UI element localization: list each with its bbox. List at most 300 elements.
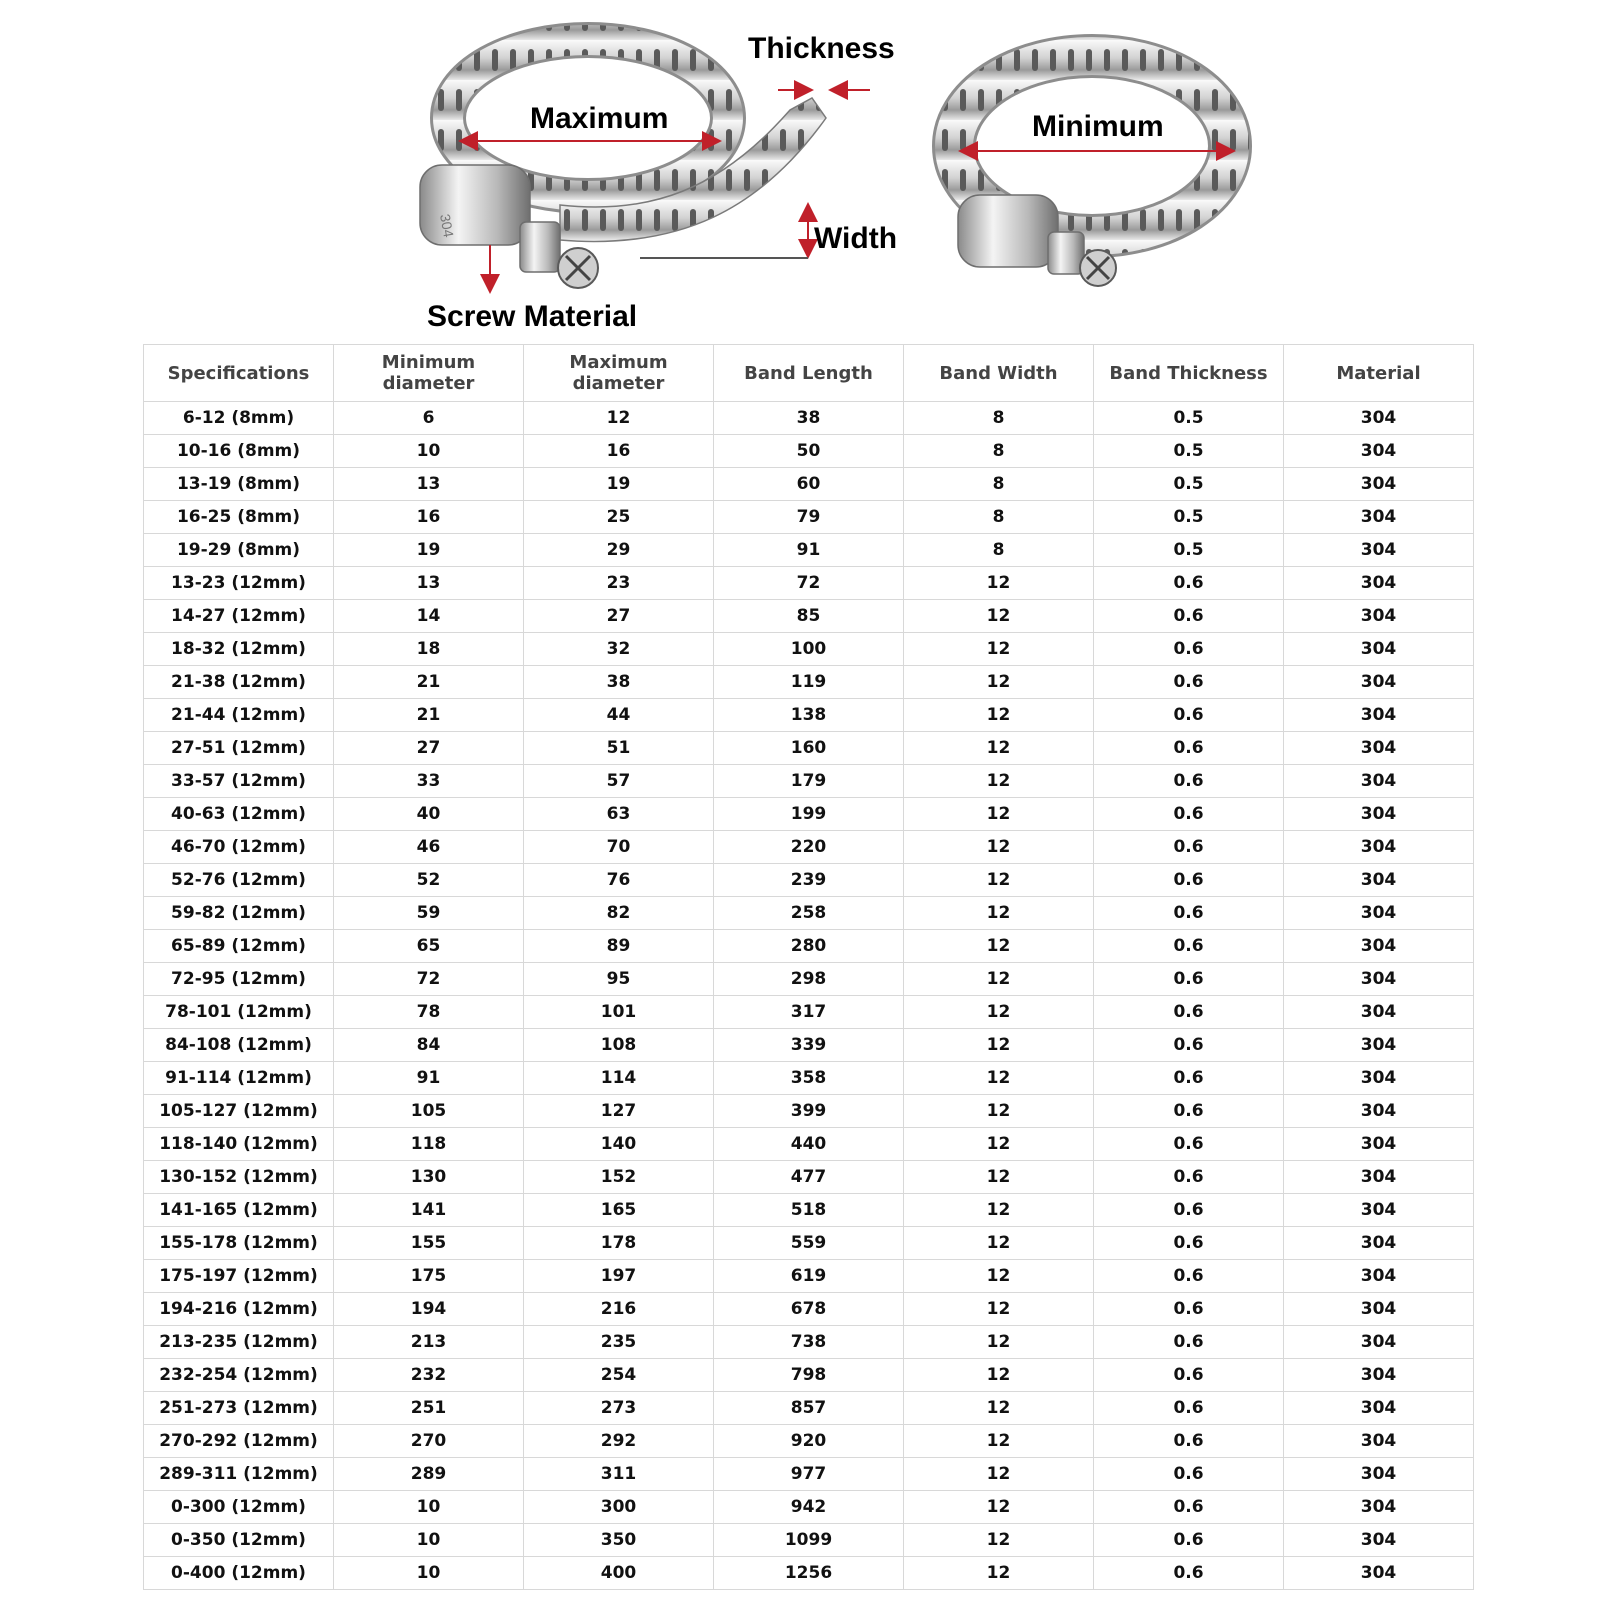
col-material-cell: 304 — [1284, 1359, 1474, 1392]
col-band-length-cell: 942 — [714, 1491, 904, 1524]
col-band-length-cell: 317 — [714, 996, 904, 1029]
col-material-cell: 304 — [1284, 732, 1474, 765]
col-maximum-diameter-cell: 82 — [524, 897, 714, 930]
col-maximum-diameter-cell: 38 — [524, 666, 714, 699]
col-material-cell: 304 — [1284, 1260, 1474, 1293]
col-minimum-diameter-cell: 84 — [334, 1029, 524, 1062]
col-band-length-cell: 399 — [714, 1095, 904, 1128]
col-maximum-diameter-cell: 27 — [524, 600, 714, 633]
col-minimum-diameter-cell: 10 — [334, 435, 524, 468]
col-minimum-diameter-cell: 14 — [334, 600, 524, 633]
col-band-thickness-cell: 0.6 — [1094, 1326, 1284, 1359]
col-band-thickness-cell: 0.6 — [1094, 1062, 1284, 1095]
col-band-length-cell: 100 — [714, 633, 904, 666]
col-band-width-cell: 8 — [904, 468, 1094, 501]
col-band-length-cell: 199 — [714, 798, 904, 831]
table-row — [144, 831, 1474, 864]
minimum-label: Minimum — [1032, 110, 1164, 143]
col-material-cell: 304 — [1284, 633, 1474, 666]
col-band-width-cell: 12 — [904, 699, 1094, 732]
col-minimum-diameter-cell: 289 — [334, 1458, 524, 1491]
col-band-width-cell: 12 — [904, 996, 1094, 1029]
col-minimum-diameter-cell: 270 — [334, 1425, 524, 1458]
table-row — [144, 435, 1474, 468]
table-row — [144, 1227, 1474, 1260]
col-band-length-cell: 72 — [714, 567, 904, 600]
col-specifications-cell: 289-311 (12mm) — [144, 1458, 334, 1491]
col-material-cell: 304 — [1284, 435, 1474, 468]
table-row — [144, 633, 1474, 666]
col-band-width-cell: 12 — [904, 1293, 1094, 1326]
col-material-cell: 304 — [1284, 699, 1474, 732]
col-specifications-header: Specifications — [144, 345, 334, 402]
col-specifications-cell: 270-292 (12mm) — [144, 1425, 334, 1458]
col-maximum-diameter-cell: 76 — [524, 864, 714, 897]
col-band-width-cell: 12 — [904, 1524, 1094, 1557]
col-band-length-cell: 920 — [714, 1425, 904, 1458]
col-material-cell: 304 — [1284, 963, 1474, 996]
col-specifications-cell: 130-152 (12mm) — [144, 1161, 334, 1194]
col-maximum-diameter-header: Maximum diameter — [524, 345, 714, 402]
col-minimum-diameter-cell: 141 — [334, 1194, 524, 1227]
col-specifications-cell: 33-57 (12mm) — [144, 765, 334, 798]
screw-housing-small — [958, 195, 1058, 267]
col-specifications-cell: 65-89 (12mm) — [144, 930, 334, 963]
table-row — [144, 732, 1474, 765]
col-maximum-diameter-cell: 273 — [524, 1392, 714, 1425]
col-band-thickness-cell: 0.6 — [1094, 1194, 1284, 1227]
table-row — [144, 600, 1474, 633]
col-band-thickness-cell: 0.6 — [1094, 996, 1284, 1029]
col-band-length-cell: 977 — [714, 1458, 904, 1491]
table-row — [144, 567, 1474, 600]
col-band-width-cell: 12 — [904, 1029, 1094, 1062]
screw-material-label: Screw Material — [427, 300, 638, 333]
table-row — [144, 666, 1474, 699]
col-specifications-cell: 194-216 (12mm) — [144, 1293, 334, 1326]
col-material-cell: 304 — [1284, 1161, 1474, 1194]
col-band-width-cell: 8 — [904, 435, 1094, 468]
col-band-thickness-cell: 0.6 — [1094, 1359, 1284, 1392]
col-band-length-cell: 559 — [714, 1227, 904, 1260]
col-band-length-cell: 358 — [714, 1062, 904, 1095]
col-minimum-diameter-cell: 118 — [334, 1128, 524, 1161]
col-band-width-cell: 8 — [904, 534, 1094, 567]
col-minimum-diameter-cell: 19 — [334, 534, 524, 567]
col-material-cell: 304 — [1284, 1128, 1474, 1161]
col-material-cell: 304 — [1284, 1425, 1474, 1458]
col-specifications-cell: 91-114 (12mm) — [144, 1062, 334, 1095]
col-minimum-diameter-cell: 213 — [334, 1326, 524, 1359]
col-material-cell: 304 — [1284, 1392, 1474, 1425]
col-band-length-cell: 91 — [714, 534, 904, 567]
table-row — [144, 1326, 1474, 1359]
table-row — [144, 699, 1474, 732]
col-material-cell: 304 — [1284, 600, 1474, 633]
col-band-thickness-cell: 0.6 — [1094, 600, 1284, 633]
clamp-large — [420, 40, 826, 288]
col-band-length-cell: 1099 — [714, 1524, 904, 1557]
col-minimum-diameter-cell: 21 — [334, 699, 524, 732]
col-minimum-diameter-cell: 10 — [334, 1524, 524, 1557]
col-minimum-diameter-cell: 72 — [334, 963, 524, 996]
col-band-thickness-header: Band Thickness — [1094, 345, 1284, 402]
col-specifications-cell: 78-101 (12mm) — [144, 996, 334, 1029]
col-band-width-cell: 12 — [904, 1227, 1094, 1260]
col-minimum-diameter-cell: 18 — [334, 633, 524, 666]
table-row — [144, 963, 1474, 996]
table-row — [144, 1491, 1474, 1524]
col-material-cell: 304 — [1284, 1458, 1474, 1491]
col-band-thickness-cell: 0.6 — [1094, 897, 1284, 930]
col-band-thickness-cell: 0.6 — [1094, 1095, 1284, 1128]
col-minimum-diameter-cell: 251 — [334, 1392, 524, 1425]
col-band-thickness-cell: 0.6 — [1094, 930, 1284, 963]
maximum-label: Maximum — [530, 102, 669, 135]
col-specifications-cell: 155-178 (12mm) — [144, 1227, 334, 1260]
col-minimum-diameter-cell: 59 — [334, 897, 524, 930]
col-maximum-diameter-cell: 254 — [524, 1359, 714, 1392]
col-band-width-cell: 12 — [904, 1095, 1094, 1128]
col-minimum-diameter-cell: 194 — [334, 1293, 524, 1326]
col-specifications-cell: 18-32 (12mm) — [144, 633, 334, 666]
col-band-width-cell: 12 — [904, 1392, 1094, 1425]
col-band-length-cell: 85 — [714, 600, 904, 633]
col-band-width-cell: 12 — [904, 897, 1094, 930]
col-material-cell: 304 — [1284, 1491, 1474, 1524]
col-maximum-diameter-cell: 216 — [524, 1293, 714, 1326]
col-specifications-cell: 213-235 (12mm) — [144, 1326, 334, 1359]
col-material-cell: 304 — [1284, 1029, 1474, 1062]
col-band-length-cell: 518 — [714, 1194, 904, 1227]
col-maximum-diameter-cell: 350 — [524, 1524, 714, 1557]
table-row — [144, 1392, 1474, 1425]
col-band-thickness-cell: 0.5 — [1094, 468, 1284, 501]
col-specifications-cell: 46-70 (12mm) — [144, 831, 334, 864]
col-band-width-cell: 12 — [904, 1062, 1094, 1095]
col-band-length-cell: 60 — [714, 468, 904, 501]
col-minimum-diameter-cell: 10 — [334, 1491, 524, 1524]
col-band-length-cell: 298 — [714, 963, 904, 996]
col-band-width-cell: 12 — [904, 666, 1094, 699]
table-row — [144, 468, 1474, 501]
col-band-width-cell: 12 — [904, 765, 1094, 798]
table-row — [144, 402, 1474, 435]
col-maximum-diameter-cell: 197 — [524, 1260, 714, 1293]
col-specifications-cell: 52-76 (12mm) — [144, 864, 334, 897]
col-band-width-cell: 12 — [904, 1161, 1094, 1194]
col-minimum-diameter-header: Minimum diameter — [334, 345, 524, 402]
col-band-length-cell: 179 — [714, 765, 904, 798]
col-maximum-diameter-cell: 300 — [524, 1491, 714, 1524]
col-band-length-cell: 678 — [714, 1293, 904, 1326]
col-band-width-cell: 12 — [904, 1194, 1094, 1227]
col-band-length-cell: 798 — [714, 1359, 904, 1392]
col-band-length-cell: 160 — [714, 732, 904, 765]
col-band-width-cell: 8 — [904, 402, 1094, 435]
col-maximum-diameter-cell: 400 — [524, 1557, 714, 1590]
col-band-width-cell: 12 — [904, 1425, 1094, 1458]
col-maximum-diameter-cell: 95 — [524, 963, 714, 996]
col-band-thickness-cell: 0.6 — [1094, 699, 1284, 732]
col-minimum-diameter-cell: 46 — [334, 831, 524, 864]
col-material-cell: 304 — [1284, 1227, 1474, 1260]
col-band-length-cell: 258 — [714, 897, 904, 930]
col-material-cell: 304 — [1284, 1293, 1474, 1326]
table-row — [144, 534, 1474, 567]
col-maximum-diameter-cell: 19 — [524, 468, 714, 501]
col-minimum-diameter-cell: 21 — [334, 666, 524, 699]
col-band-thickness-cell: 0.6 — [1094, 1227, 1284, 1260]
col-band-length-cell: 1256 — [714, 1557, 904, 1590]
col-maximum-diameter-cell: 16 — [524, 435, 714, 468]
col-band-width-cell: 12 — [904, 567, 1094, 600]
col-band-width-cell: 12 — [904, 633, 1094, 666]
table-row — [144, 1359, 1474, 1392]
col-material-cell: 304 — [1284, 831, 1474, 864]
col-specifications-cell: 16-25 (8mm) — [144, 501, 334, 534]
col-minimum-diameter-cell: 232 — [334, 1359, 524, 1392]
col-band-thickness-cell: 0.6 — [1094, 567, 1284, 600]
col-minimum-diameter-cell: 105 — [334, 1095, 524, 1128]
col-minimum-diameter-cell: 13 — [334, 468, 524, 501]
col-minimum-diameter-cell: 130 — [334, 1161, 524, 1194]
col-band-length-cell: 619 — [714, 1260, 904, 1293]
col-band-thickness-cell: 0.5 — [1094, 435, 1284, 468]
table-row — [144, 1029, 1474, 1062]
col-specifications-cell: 0-300 (12mm) — [144, 1491, 334, 1524]
table-row — [144, 930, 1474, 963]
col-material-cell: 304 — [1284, 402, 1474, 435]
col-band-width-cell: 12 — [904, 1326, 1094, 1359]
col-material-cell: 304 — [1284, 1194, 1474, 1227]
col-specifications-cell: 232-254 (12mm) — [144, 1359, 334, 1392]
col-minimum-diameter-cell: 78 — [334, 996, 524, 1029]
col-band-thickness-cell: 0.6 — [1094, 765, 1284, 798]
table-row — [144, 996, 1474, 1029]
col-material-cell: 304 — [1284, 897, 1474, 930]
col-maximum-diameter-cell: 12 — [524, 402, 714, 435]
col-band-width-cell: 12 — [904, 1458, 1094, 1491]
col-specifications-cell: 10-16 (8mm) — [144, 435, 334, 468]
col-material-cell: 304 — [1284, 501, 1474, 534]
col-band-thickness-cell: 0.6 — [1094, 1557, 1284, 1590]
col-minimum-diameter-cell: 6 — [334, 402, 524, 435]
table-row — [144, 1524, 1474, 1557]
col-material-cell: 304 — [1284, 1557, 1474, 1590]
clamp-small — [954, 56, 1230, 286]
col-band-length-cell: 738 — [714, 1326, 904, 1359]
table-body — [144, 402, 1474, 1590]
col-maximum-diameter-cell: 114 — [524, 1062, 714, 1095]
table-row — [144, 1095, 1474, 1128]
col-band-length-cell: 220 — [714, 831, 904, 864]
col-specifications-cell: 0-350 (12mm) — [144, 1524, 334, 1557]
col-band-width-cell: 12 — [904, 732, 1094, 765]
col-band-thickness-cell: 0.6 — [1094, 1029, 1284, 1062]
col-specifications-cell: 13-19 (8mm) — [144, 468, 334, 501]
col-maximum-diameter-cell: 152 — [524, 1161, 714, 1194]
col-band-width-cell: 12 — [904, 1128, 1094, 1161]
col-minimum-diameter-cell: 40 — [334, 798, 524, 831]
col-band-thickness-cell: 0.6 — [1094, 1458, 1284, 1491]
col-material-cell: 304 — [1284, 534, 1474, 567]
col-band-thickness-cell: 0.6 — [1094, 1425, 1284, 1458]
width-label: Width — [814, 222, 898, 255]
col-maximum-diameter-cell: 29 — [524, 534, 714, 567]
col-material-cell: 304 — [1284, 864, 1474, 897]
col-specifications-cell: 27-51 (12mm) — [144, 732, 334, 765]
table-row — [144, 864, 1474, 897]
col-specifications-cell: 14-27 (12mm) — [144, 600, 334, 633]
col-maximum-diameter-cell: 89 — [524, 930, 714, 963]
col-band-thickness-cell: 0.5 — [1094, 534, 1284, 567]
col-specifications-cell: 118-140 (12mm) — [144, 1128, 334, 1161]
col-minimum-diameter-cell: 155 — [334, 1227, 524, 1260]
col-material-cell: 304 — [1284, 996, 1474, 1029]
col-maximum-diameter-cell: 23 — [524, 567, 714, 600]
col-band-thickness-cell: 0.5 — [1094, 501, 1284, 534]
table-row — [144, 765, 1474, 798]
table-row — [144, 1062, 1474, 1095]
col-band-width-cell: 12 — [904, 864, 1094, 897]
col-minimum-diameter-cell: 10 — [334, 1557, 524, 1590]
table-row — [144, 1425, 1474, 1458]
col-minimum-diameter-cell: 65 — [334, 930, 524, 963]
col-band-length-cell: 119 — [714, 666, 904, 699]
col-maximum-diameter-cell: 140 — [524, 1128, 714, 1161]
col-material-cell: 304 — [1284, 765, 1474, 798]
table-row — [144, 798, 1474, 831]
col-material-cell: 304 — [1284, 1524, 1474, 1557]
col-material-cell: 304 — [1284, 1095, 1474, 1128]
col-band-length-cell: 138 — [714, 699, 904, 732]
col-band-width-cell: 12 — [904, 600, 1094, 633]
col-specifications-cell: 251-273 (12mm) — [144, 1392, 334, 1425]
col-material-cell: 304 — [1284, 666, 1474, 699]
col-maximum-diameter-cell: 70 — [524, 831, 714, 864]
col-band-thickness-cell: 0.5 — [1094, 402, 1284, 435]
col-band-thickness-cell: 0.6 — [1094, 798, 1284, 831]
col-material-cell: 304 — [1284, 1326, 1474, 1359]
col-band-width-cell: 12 — [904, 831, 1094, 864]
table-row — [144, 1458, 1474, 1491]
col-band-thickness-cell: 0.6 — [1094, 1293, 1284, 1326]
col-maximum-diameter-cell: 292 — [524, 1425, 714, 1458]
col-specifications-cell: 0-400 (12mm) — [144, 1557, 334, 1590]
col-band-thickness-cell: 0.6 — [1094, 864, 1284, 897]
col-specifications-cell: 175-197 (12mm) — [144, 1260, 334, 1293]
col-band-length-cell: 38 — [714, 402, 904, 435]
col-specifications-cell: 13-23 (12mm) — [144, 567, 334, 600]
hose-clamp-diagram — [0, 0, 1600, 340]
col-band-width-cell: 12 — [904, 1557, 1094, 1590]
col-specifications-cell: 59-82 (12mm) — [144, 897, 334, 930]
col-band-width-cell: 12 — [904, 1491, 1094, 1524]
col-minimum-diameter-cell: 175 — [334, 1260, 524, 1293]
col-material-cell: 304 — [1284, 930, 1474, 963]
col-specifications-cell: 105-127 (12mm) — [144, 1095, 334, 1128]
col-specifications-cell: 21-38 (12mm) — [144, 666, 334, 699]
col-band-width-cell: 8 — [904, 501, 1094, 534]
col-specifications-cell: 21-44 (12mm) — [144, 699, 334, 732]
col-maximum-diameter-cell: 165 — [524, 1194, 714, 1227]
col-band-thickness-cell: 0.6 — [1094, 963, 1284, 996]
col-band-width-cell: 12 — [904, 1260, 1094, 1293]
table-row — [144, 1194, 1474, 1227]
screw-housing — [420, 165, 530, 245]
col-band-length-cell: 339 — [714, 1029, 904, 1062]
col-minimum-diameter-cell: 33 — [334, 765, 524, 798]
col-band-width-cell: 12 — [904, 930, 1094, 963]
specification-table — [143, 344, 1474, 1590]
col-specifications-cell: 6-12 (8mm) — [144, 402, 334, 435]
table-row — [144, 1128, 1474, 1161]
col-minimum-diameter-cell: 27 — [334, 732, 524, 765]
col-maximum-diameter-cell: 51 — [524, 732, 714, 765]
col-band-length-header: Band Length — [714, 345, 904, 402]
col-band-width-cell: 12 — [904, 1359, 1094, 1392]
col-specifications-cell: 40-63 (12mm) — [144, 798, 334, 831]
col-material-cell: 304 — [1284, 798, 1474, 831]
table-row — [144, 1293, 1474, 1326]
col-band-thickness-cell: 0.6 — [1094, 633, 1284, 666]
col-band-thickness-cell: 0.6 — [1094, 831, 1284, 864]
col-band-length-cell: 79 — [714, 501, 904, 534]
col-band-width-header: Band Width — [904, 345, 1094, 402]
col-maximum-diameter-cell: 127 — [524, 1095, 714, 1128]
col-band-thickness-cell: 0.6 — [1094, 1524, 1284, 1557]
col-specifications-cell: 19-29 (8mm) — [144, 534, 334, 567]
col-maximum-diameter-cell: 57 — [524, 765, 714, 798]
table-row — [144, 897, 1474, 930]
col-material-header: Material — [1284, 345, 1474, 402]
screw-stamp: 304 — [437, 212, 457, 239]
col-band-length-cell: 280 — [714, 930, 904, 963]
col-band-thickness-cell: 0.6 — [1094, 732, 1284, 765]
col-material-cell: 304 — [1284, 1062, 1474, 1095]
col-specifications-cell: 72-95 (12mm) — [144, 963, 334, 996]
col-band-thickness-cell: 0.6 — [1094, 1260, 1284, 1293]
col-band-length-cell: 477 — [714, 1161, 904, 1194]
col-maximum-diameter-cell: 63 — [524, 798, 714, 831]
col-maximum-diameter-cell: 25 — [524, 501, 714, 534]
col-maximum-diameter-cell: 44 — [524, 699, 714, 732]
col-minimum-diameter-cell: 16 — [334, 501, 524, 534]
col-specifications-cell: 84-108 (12mm) — [144, 1029, 334, 1062]
col-band-length-cell: 50 — [714, 435, 904, 468]
col-band-thickness-cell: 0.6 — [1094, 1128, 1284, 1161]
table-row — [144, 1161, 1474, 1194]
col-band-length-cell: 857 — [714, 1392, 904, 1425]
col-band-width-cell: 12 — [904, 798, 1094, 831]
col-maximum-diameter-cell: 32 — [524, 633, 714, 666]
col-band-width-cell: 12 — [904, 963, 1094, 996]
col-band-thickness-cell: 0.6 — [1094, 666, 1284, 699]
col-specifications-cell: 141-165 (12mm) — [144, 1194, 334, 1227]
col-band-thickness-cell: 0.6 — [1094, 1392, 1284, 1425]
table-header-row — [144, 345, 1474, 402]
col-material-cell: 304 — [1284, 567, 1474, 600]
col-band-thickness-cell: 0.6 — [1094, 1491, 1284, 1524]
col-maximum-diameter-cell: 311 — [524, 1458, 714, 1491]
col-minimum-diameter-cell: 13 — [334, 567, 524, 600]
col-material-cell: 304 — [1284, 468, 1474, 501]
table-row — [144, 1260, 1474, 1293]
col-band-length-cell: 239 — [714, 864, 904, 897]
col-band-thickness-cell: 0.6 — [1094, 1161, 1284, 1194]
col-minimum-diameter-cell: 52 — [334, 864, 524, 897]
